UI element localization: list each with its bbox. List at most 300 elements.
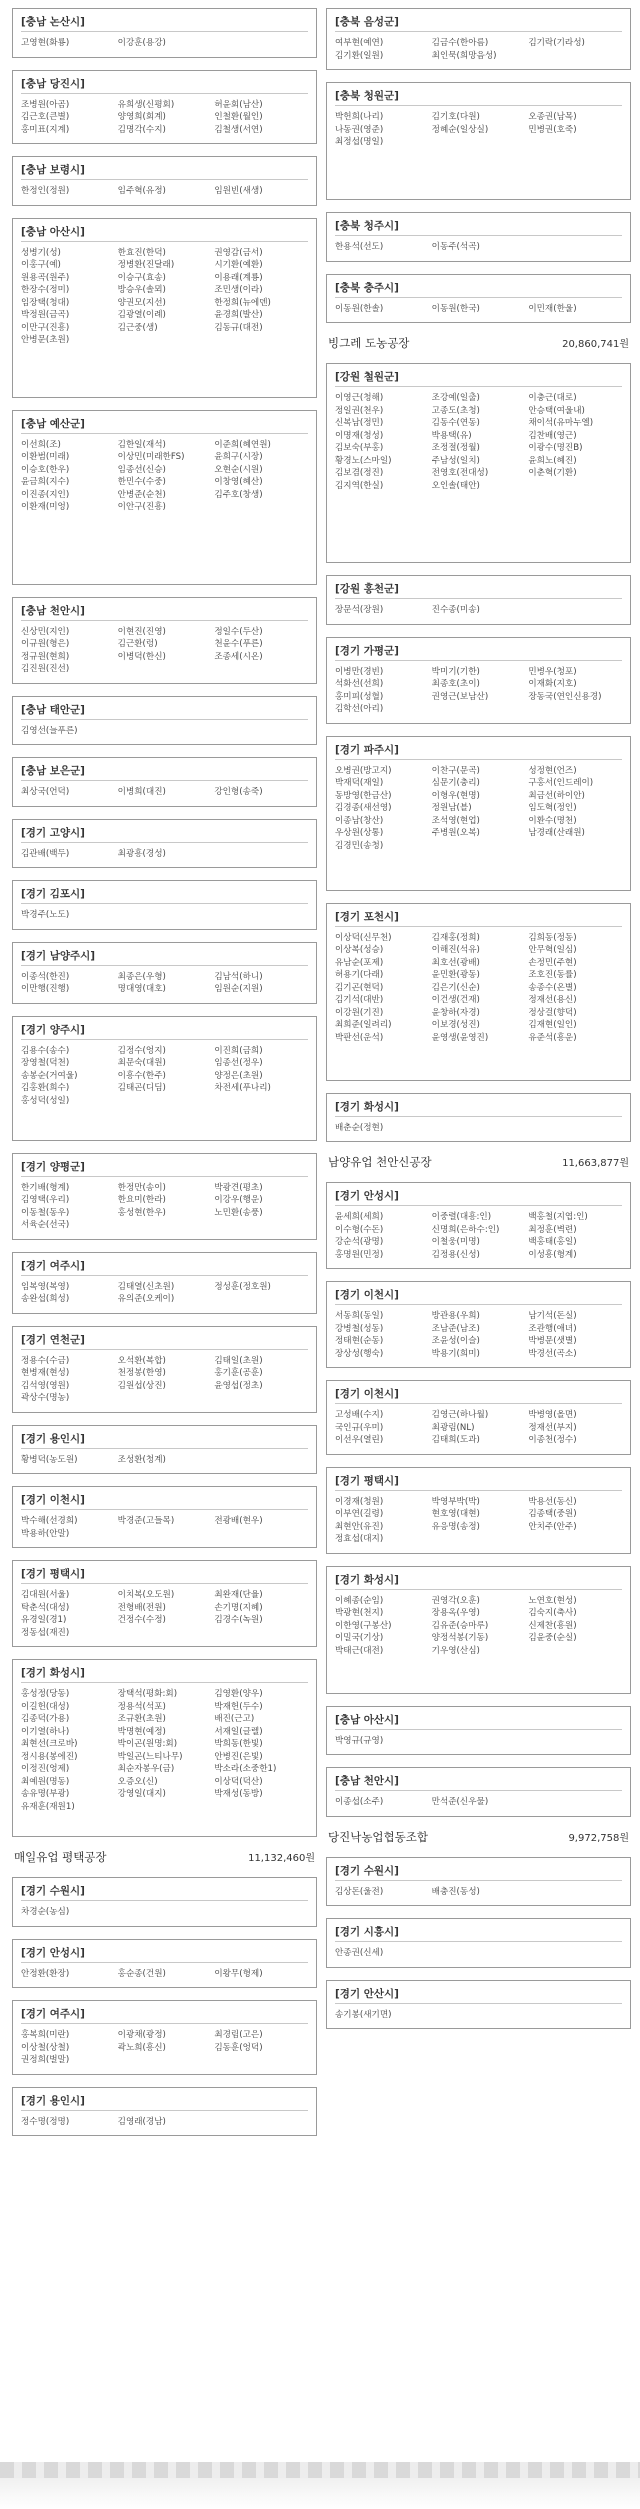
member-name: 장동국(연인신용경)	[528, 691, 602, 702]
member-name: 정태현(순동)	[335, 1336, 384, 1346]
member-name: 고성배(수지)	[335, 1410, 384, 1420]
member-name: 김경종(새선영)	[335, 803, 392, 813]
member-list	[21, 971, 308, 996]
member-name: 이현진(진영)	[117, 626, 166, 637]
member-name: 김석영(영원)	[21, 1380, 70, 1391]
member-name: 윤영생(윤영진)	[431, 1032, 489, 1043]
bottom-film-strip	[0, 2462, 640, 2478]
member-name: 오병권(방고지)	[335, 765, 392, 776]
member-name: 안승택(여울내)	[528, 405, 585, 416]
member-name: 박재덕(재일)	[335, 778, 384, 788]
member-name: 백홍태(홍일)	[528, 1237, 577, 1247]
member-name: 박수해(선경희)	[21, 1516, 78, 1526]
member-name: 박경선(곡소)	[528, 1348, 577, 1359]
member-name: 이수형(수돈)	[335, 1224, 384, 1235]
company-amount: 9,972,758원	[568, 1832, 629, 1844]
member-list	[21, 247, 308, 347]
region-title: [경기 화성시]	[21, 1666, 308, 1683]
member-name: 이선희(조)	[21, 439, 61, 450]
right-column	[326, 8, 631, 2041]
member-name: 강인형(송죽)	[214, 787, 263, 797]
member-name: 이상철(상철)	[21, 2042, 70, 2053]
member-name: 강순석(광명)	[335, 1237, 384, 1247]
member-name: 한용석(선도)	[335, 242, 384, 252]
member-name: 임종선(신승)	[117, 464, 166, 475]
member-name: 이만행(진행)	[21, 984, 70, 994]
region-box	[12, 70, 317, 145]
member-name: 이중렬(대흥:인)	[431, 1212, 492, 1222]
member-name: 유재훈(재원1)	[21, 1801, 75, 1812]
member-name: 김명각(수지)	[117, 124, 166, 135]
member-name: 송기봉(새기면)	[335, 2009, 392, 2020]
member-name: 손정민(주현)	[528, 957, 577, 968]
member-name: 심문기(충리)	[431, 778, 480, 788]
member-name: 이보경(성진)	[431, 1020, 480, 1030]
member-name: 최종호(초이)	[431, 679, 480, 689]
member-name: 임원빈(새생)	[214, 186, 263, 196]
member-list	[21, 1045, 308, 1108]
region-title: [강원 홍천군]	[335, 582, 622, 599]
member-name: 최정훈(벽련)	[528, 1224, 577, 1235]
region-title: [충북 음성군]	[335, 15, 622, 32]
member-name: 김태희(도과)	[431, 1435, 480, 1445]
member-list	[335, 1310, 622, 1360]
member-list	[335, 1947, 622, 1960]
member-name: 이광채(광정)	[117, 2030, 166, 2040]
member-name: 김광열(이례)	[117, 310, 166, 320]
member-name: 안종권(신세)	[335, 1948, 384, 1958]
region-box	[326, 1857, 631, 1907]
member-name: 정용수(수금)	[21, 1355, 70, 1366]
member-name: 이동철(동우)	[21, 1207, 70, 1218]
member-name: 박광견(평초)	[214, 1182, 263, 1193]
region-title: [충남 예산군]	[21, 417, 308, 434]
member-name: 이동원(한솔)	[335, 303, 384, 314]
member-name: 김기곤(현덕)	[335, 982, 384, 993]
member-name: 김관배(백두)	[21, 848, 70, 859]
member-name: 박희동(한빛)	[214, 1739, 263, 1749]
member-name: 최광림(NL)	[431, 1422, 475, 1433]
member-list	[335, 932, 622, 1045]
region-box	[326, 82, 631, 200]
member-list	[21, 1589, 308, 1639]
member-name: 김영택(우리)	[21, 1195, 70, 1205]
member-name: 임도혁(정인)	[528, 803, 577, 813]
region-title: [충남 당진시]	[21, 77, 308, 94]
region-title: [경기 평택시]	[21, 1567, 308, 1584]
member-name: 김유준(승마루)	[431, 1620, 489, 1631]
member-name: 이강우(행운)	[214, 1195, 263, 1205]
member-name: 송봉순(거여울)	[21, 1070, 78, 1081]
region-box	[326, 212, 631, 262]
region-box	[326, 1706, 631, 1756]
bottom-fade	[0, 2478, 640, 2509]
member-name: 정일수(두산)	[214, 626, 263, 637]
member-name: 백홍철(지엽:인)	[528, 1212, 588, 1222]
member-name: 홍성현(한우)	[117, 1207, 166, 1218]
member-name: 윤경희(발산)	[214, 310, 263, 320]
member-name: 최금선(하이안)	[528, 790, 585, 801]
member-name: 이부연(길령)	[335, 1509, 384, 1519]
member-name: 김근환(렁)	[117, 639, 158, 649]
member-name: 이충근(대로)	[528, 393, 577, 403]
member-name: 최예원(명동)	[21, 1776, 70, 1787]
member-name: 여부현(예연)	[335, 38, 384, 48]
member-name: 우상원(상통)	[335, 828, 384, 838]
member-name: 배진(근고)	[214, 1714, 255, 1724]
member-name: 김금수(한아름)	[431, 38, 489, 48]
member-name: 양정석봉(기동)	[431, 1633, 489, 1643]
member-list	[21, 1906, 308, 1919]
member-name: 장용옥(우영)	[431, 1608, 480, 1618]
region-box	[12, 1153, 317, 1240]
member-name: 민병권(호죽)	[528, 124, 577, 135]
member-list	[21, 786, 308, 799]
region-title: [경기 수원시]	[21, 1884, 308, 1901]
member-name: 송종수(온별)	[528, 982, 577, 993]
member-name: 이용래(계룡)	[214, 272, 263, 283]
member-name: 조규환(초원)	[117, 1714, 166, 1724]
member-name: 조호진(동률)	[528, 970, 577, 980]
member-name: 박미기(기한)	[431, 666, 480, 677]
member-name: 이규원(형은)	[21, 639, 70, 649]
member-name: 김정수(엉지)	[117, 1045, 166, 1056]
member-name: 최인묵(희망음성)	[431, 50, 497, 61]
region-box	[12, 942, 317, 1004]
member-name: 한정희(뉴에덴)	[214, 297, 271, 308]
member-name: 양권모(지선)	[117, 297, 166, 308]
company-amount: 11,663,877원	[562, 1158, 629, 1169]
member-name: 윤금희(지수)	[21, 477, 70, 487]
region-box	[12, 1939, 317, 1989]
member-name: 조성환(청계)	[117, 1454, 166, 1465]
member-name: 최현안(유진)	[335, 1521, 384, 1532]
member-name: 홍미표(지계)	[21, 124, 70, 135]
region-title: [충남 보은군]	[21, 764, 308, 781]
member-name: 이강훈(용강)	[117, 38, 166, 48]
member-name: 오현순(시원)	[214, 464, 263, 475]
region-box	[12, 1326, 317, 1413]
member-name: 이환수(명천)	[528, 815, 577, 826]
member-name: 차경순(농심)	[21, 1907, 70, 1917]
member-name: 조정절(정월)	[431, 443, 480, 453]
member-name: 김희동(정동)	[528, 932, 577, 943]
member-name: 전영호(전대성)	[431, 468, 489, 478]
company-name: 남양유업 천안신공장	[328, 1155, 432, 1169]
member-name: 현호영(대현)	[431, 1509, 480, 1519]
member-name: 윤세희(세희)	[335, 1212, 384, 1222]
member-name: 박명현(예정)	[117, 1726, 166, 1737]
member-name: 서육순(선국)	[21, 1220, 70, 1230]
member-name: 김근중(생)	[117, 322, 158, 333]
member-name: 김재현(일인)	[528, 1020, 577, 1030]
member-name: 서재일(글렐)	[214, 1726, 263, 1737]
member-name: 이정진(엉제)	[21, 1764, 70, 1774]
member-list	[21, 626, 308, 676]
member-name: 유경일(경1)	[21, 1615, 67, 1625]
company-name: 당진낙농업협동조합	[328, 1829, 428, 1844]
member-name: 김태열(신초원)	[117, 1281, 175, 1292]
member-name: 이병만(경빈)	[335, 666, 384, 677]
member-list	[21, 725, 308, 738]
member-name: 전형배(전원)	[117, 1602, 166, 1613]
region-box	[326, 363, 631, 563]
member-name: 명대영(대호)	[117, 984, 166, 994]
member-list	[21, 37, 308, 50]
region-title: [경기 이천시]	[335, 1288, 622, 1305]
region-title: [경기 용인시]	[21, 1432, 308, 1449]
member-name: 이환재(미엉)	[21, 502, 70, 512]
member-name: 박이곤(원명:회)	[117, 1739, 178, 1749]
company-heading	[328, 1829, 629, 1845]
member-name: 조민생(이라)	[214, 285, 263, 295]
company-name: 빙그레 도농공장	[328, 336, 410, 350]
member-list	[335, 1122, 622, 1135]
member-name: 임장택(청대)	[21, 297, 70, 308]
member-name: 이밀국(기상)	[335, 1633, 384, 1643]
member-list	[335, 1595, 622, 1658]
member-name: 김기석(대반)	[335, 995, 384, 1005]
member-name: 강병철(성동)	[335, 1323, 384, 1334]
region-box	[12, 2000, 317, 2075]
member-name: 이병덕(한신)	[117, 651, 166, 662]
member-name: 김한일(재석)	[117, 439, 166, 450]
member-name: 조관행(애녀)	[528, 1323, 577, 1334]
member-name: 박용선(동신)	[528, 1496, 577, 1507]
member-name: 정수명(정명)	[21, 2116, 70, 2127]
member-name: 김기락(기라성)	[528, 38, 585, 48]
member-name: 김보숙(부홍)	[335, 443, 384, 453]
member-name: 정혜순(일상실)	[431, 124, 489, 135]
member-name: 이길헌(대성)	[21, 1701, 70, 1712]
member-name: 황병덕(농도원)	[21, 1454, 78, 1465]
region-box	[12, 1425, 317, 1475]
member-name: 현병재(현성)	[21, 1368, 70, 1378]
member-name: 안무혁(일심)	[528, 945, 577, 955]
member-name: 한효진(한덕)	[117, 247, 166, 258]
member-name: 윤민환(광동)	[431, 970, 480, 980]
member-name: 박용기(희미)	[431, 1348, 480, 1359]
region-box	[12, 218, 317, 398]
member-name: 김동규(대전)	[214, 322, 263, 333]
member-name: 천윤수(푸른)	[214, 639, 263, 649]
member-name: 황경노(스마일)	[335, 455, 392, 466]
member-name: 최완재(단율)	[214, 1590, 263, 1600]
member-name: 노연호(현성)	[528, 1595, 577, 1606]
member-name: 안치주(안주)	[528, 1521, 577, 1532]
region-box	[12, 410, 317, 585]
company-amount: 20,860,741원	[562, 339, 629, 350]
region-box	[326, 1980, 631, 2030]
member-name: 안병문(초원)	[21, 335, 70, 345]
member-name: 강영일(대지)	[117, 1789, 166, 1799]
member-list	[21, 1182, 308, 1232]
member-name: 허윤회(남산)	[214, 99, 263, 110]
region-box	[12, 597, 317, 684]
region-title: [경기 포천시]	[335, 910, 622, 927]
member-name: 이왕무(형제)	[214, 1968, 263, 1979]
member-name: 구홍서(인드레이)	[528, 778, 594, 788]
member-name: 오증오(신)	[117, 1776, 158, 1787]
member-name: 박경주(노도)	[21, 910, 70, 920]
member-name: 조남준(남조)	[431, 1323, 480, 1334]
member-list	[335, 666, 622, 716]
region-title: [충북 충주시]	[335, 281, 622, 298]
member-name: 김종택(중원)	[528, 1509, 577, 1519]
member-name: 조병원(아곰)	[21, 99, 70, 110]
member-name: 신명희(은하수:인)	[431, 1224, 500, 1235]
region-box	[326, 903, 631, 1081]
member-name: 송유명(부광)	[21, 1789, 70, 1799]
member-name: 이상덕(덕산)	[214, 1776, 263, 1787]
member-name: 이상민(미래한FS)	[117, 452, 185, 462]
member-name: 홍성정(당동)	[21, 1689, 70, 1699]
region-box	[12, 819, 317, 869]
member-name: 기우영(산심)	[431, 1645, 480, 1656]
left-column	[12, 8, 317, 2148]
member-name: 김태일(초원)	[214, 1355, 263, 1366]
member-name: 정성훈(정호원)	[214, 1281, 271, 1292]
member-list	[21, 1454, 308, 1467]
member-name: 김태곤(디딤)	[117, 1083, 166, 1093]
member-name: 노민환(송풍)	[214, 1207, 263, 1218]
member-name: 이안구(진흥)	[117, 502, 166, 512]
region-box	[12, 1560, 317, 1647]
member-list	[335, 1796, 622, 1809]
member-name: 이상덕(신무천)	[335, 932, 392, 943]
member-name: 김원섭(상진)	[117, 1380, 166, 1391]
member-name: 최종은(우형)	[117, 971, 166, 982]
region-box	[12, 1877, 317, 1927]
member-name: 김동훈(엉덕)	[214, 2042, 263, 2053]
region-title: [경기 여주시]	[21, 1259, 308, 1276]
member-name: 이건생(건재)	[431, 995, 480, 1005]
member-name: 한장수(정미)	[21, 285, 70, 295]
member-list	[21, 848, 308, 861]
member-name: 김재홍(정희)	[431, 932, 480, 943]
member-name: 한요미(한라)	[117, 1195, 166, 1205]
member-name: 김경수(녹원)	[214, 1615, 263, 1625]
member-name: 윤희구(시장)	[214, 452, 263, 462]
member-name: 이강원(기진)	[335, 1007, 384, 1018]
member-name: 박판선(운석)	[335, 1032, 384, 1043]
member-name: 성정현(언즈)	[528, 765, 577, 776]
member-name: 이상복(성승)	[335, 945, 384, 955]
region-box	[326, 736, 631, 891]
region-title: [경기 안성시]	[335, 1189, 622, 1206]
region-box	[12, 156, 317, 206]
member-list	[335, 241, 622, 254]
member-name: 윤창하(자경)	[431, 1007, 480, 1018]
member-name: 김홍환(희수)	[21, 1083, 70, 1093]
member-name: 정원남(블)	[431, 803, 472, 813]
member-name: 이창영(혜산)	[214, 477, 263, 487]
region-box	[326, 575, 631, 625]
member-name: 김정용(신성)	[431, 1249, 480, 1260]
member-name: 이동주(석곡)	[431, 242, 480, 252]
member-name: 정재선(용신)	[528, 995, 577, 1005]
region-box	[12, 1486, 317, 1548]
member-name: 성병기(성)	[21, 247, 61, 258]
member-list	[335, 111, 622, 149]
region-title: [충남 아산시]	[21, 225, 308, 242]
member-name: 안병진(은빛)	[214, 1751, 263, 1762]
region-title: [경기 여주시]	[21, 2007, 308, 2024]
member-name: 조종세(시온)	[214, 651, 263, 662]
member-name: 박병문(샛별)	[528, 1336, 577, 1346]
member-name: 오석환(복합)	[117, 1355, 166, 1366]
region-title: [경기 고양시]	[21, 826, 308, 843]
region-title: [경기 가평군]	[335, 644, 622, 661]
member-name: 김지역(한실)	[335, 480, 384, 491]
member-name: 한민수(수중)	[117, 477, 166, 487]
member-name: 박헌희(나리)	[335, 112, 384, 122]
member-name: 방승우(솔뫼)	[117, 285, 166, 295]
member-name: 인철환(월인)	[214, 112, 263, 122]
member-name: 김남석(하니)	[214, 971, 263, 982]
region-title: [충북 청주시]	[335, 219, 622, 236]
member-name: 임원순(지원)	[214, 984, 263, 994]
member-name: 이환범(미래)	[21, 452, 70, 462]
region-title: [경기 화성시]	[335, 1100, 622, 1117]
member-name: 탁춘석(대성)	[21, 1602, 70, 1613]
region-title: [충남 보령시]	[21, 163, 308, 180]
member-name: 김학선(아리)	[335, 704, 384, 714]
member-name: 이만구(진흥)	[21, 322, 70, 333]
member-name: 민병우(청포)	[528, 666, 577, 677]
member-name: 이춘혁(기환)	[528, 468, 577, 478]
member-name: 이승구(효송)	[117, 272, 166, 283]
member-name: 권영각(오훈)	[431, 1595, 480, 1606]
company-amount: 11,132,460원	[248, 1853, 315, 1864]
member-name: 최순자봉우(금)	[117, 1764, 175, 1774]
member-name: 이성흥(형계)	[528, 1249, 577, 1260]
member-list	[21, 2116, 308, 2129]
member-name: 최현선(크로바)	[21, 1739, 78, 1749]
region-box	[326, 1467, 631, 1554]
member-name: 박병영(올면)	[528, 1410, 577, 1420]
member-name: 채이석(유마누엘)	[528, 418, 594, 428]
member-name: 박용택(유)	[431, 430, 472, 441]
member-name: 장상성(행숙)	[335, 1348, 384, 1359]
member-name: 김진원(진선)	[21, 664, 70, 674]
member-name: 홍복희(미란)	[21, 2030, 70, 2040]
region-title: [경기 수원시]	[335, 1864, 622, 1881]
member-name: 김동수(연동)	[431, 418, 480, 428]
member-name: 허용기(다래)	[335, 970, 384, 980]
region-title: [충남 천안시]	[21, 604, 308, 621]
member-name: 이종석(한진)	[21, 971, 70, 982]
member-name: 이해진(석유)	[431, 945, 480, 955]
member-name: 김철생(서연)	[214, 124, 263, 135]
region-box	[326, 274, 631, 324]
region-title: [충남 논산시]	[21, 15, 308, 32]
company-heading	[328, 335, 629, 351]
member-list	[335, 37, 622, 62]
member-name: 박용하(안말)	[21, 1528, 70, 1539]
region-title: [경기 김포시]	[21, 887, 308, 904]
member-name: 이광수(명진B)	[528, 443, 583, 453]
member-name: 오인솔(태안)	[431, 480, 480, 491]
member-name: 이진종(지인)	[21, 489, 70, 500]
region-box	[12, 880, 317, 930]
member-name: 김은기(신순)	[431, 982, 480, 993]
member-name: 유남순(포제)	[335, 957, 384, 968]
member-name: 이한영(구봉산)	[335, 1620, 392, 1631]
member-name: 홍성덕(성일)	[21, 1095, 70, 1106]
member-name: 천정봉(한영)	[117, 1368, 166, 1378]
region-box	[326, 1182, 631, 1269]
